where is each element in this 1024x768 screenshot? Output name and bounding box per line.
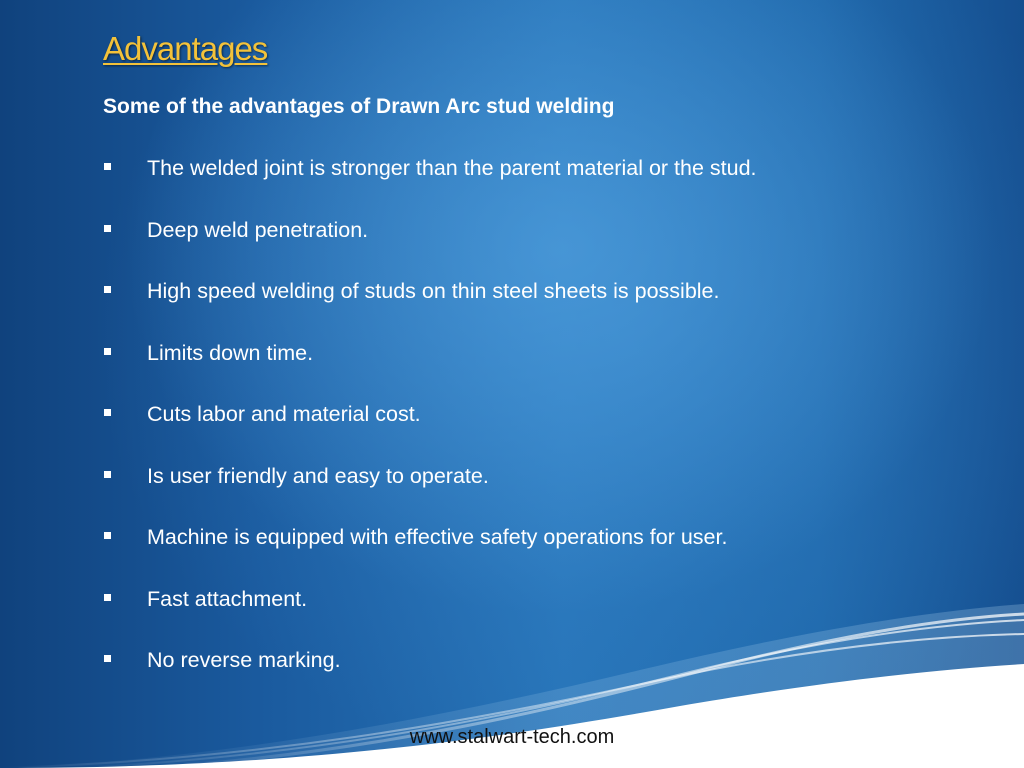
square-bullet-icon <box>104 409 111 416</box>
list-item <box>100 458 757 520</box>
list-item <box>100 150 757 212</box>
advantages-list <box>100 150 757 704</box>
list-item <box>100 335 757 397</box>
list-item <box>100 642 757 704</box>
footer-website-url: www.stalwart-tech.com <box>409 726 615 748</box>
square-bullet-icon <box>104 286 111 293</box>
list-item-text: Cuts labor and material cost. <box>147 402 421 426</box>
list-item-text: The welded joint is stronger than the parent material or the stud. <box>147 156 757 180</box>
list-item-text: Fast attachment. <box>147 586 308 611</box>
square-bullet-icon <box>104 225 111 232</box>
square-bullet-icon <box>104 163 111 170</box>
list-item-text: Deep weld penetration. <box>147 217 369 242</box>
list-item <box>100 212 757 274</box>
list-item-text: Limits down time. <box>147 340 314 365</box>
slide-title: Advantages <box>103 30 268 67</box>
square-bullet-icon <box>104 655 111 662</box>
list-item-text: Is user friendly and easy to operate. <box>147 463 489 488</box>
square-bullet-icon <box>104 532 111 539</box>
slide-subtitle: Some of the advantages of Drawn Arc stud welding <box>103 95 615 118</box>
list-item <box>100 519 757 581</box>
list-item-text: Machine is equipped with effective safety operations for user. <box>147 525 728 549</box>
list-item <box>100 396 757 458</box>
list-item <box>100 581 757 643</box>
list-item <box>100 273 757 335</box>
list-item-text: No reverse marking. <box>147 648 341 672</box>
list-item-text: High speed welding of studs on thin steel sheets is possible. <box>147 279 720 303</box>
square-bullet-icon <box>104 348 111 355</box>
square-bullet-icon <box>104 594 111 601</box>
square-bullet-icon <box>104 471 111 478</box>
